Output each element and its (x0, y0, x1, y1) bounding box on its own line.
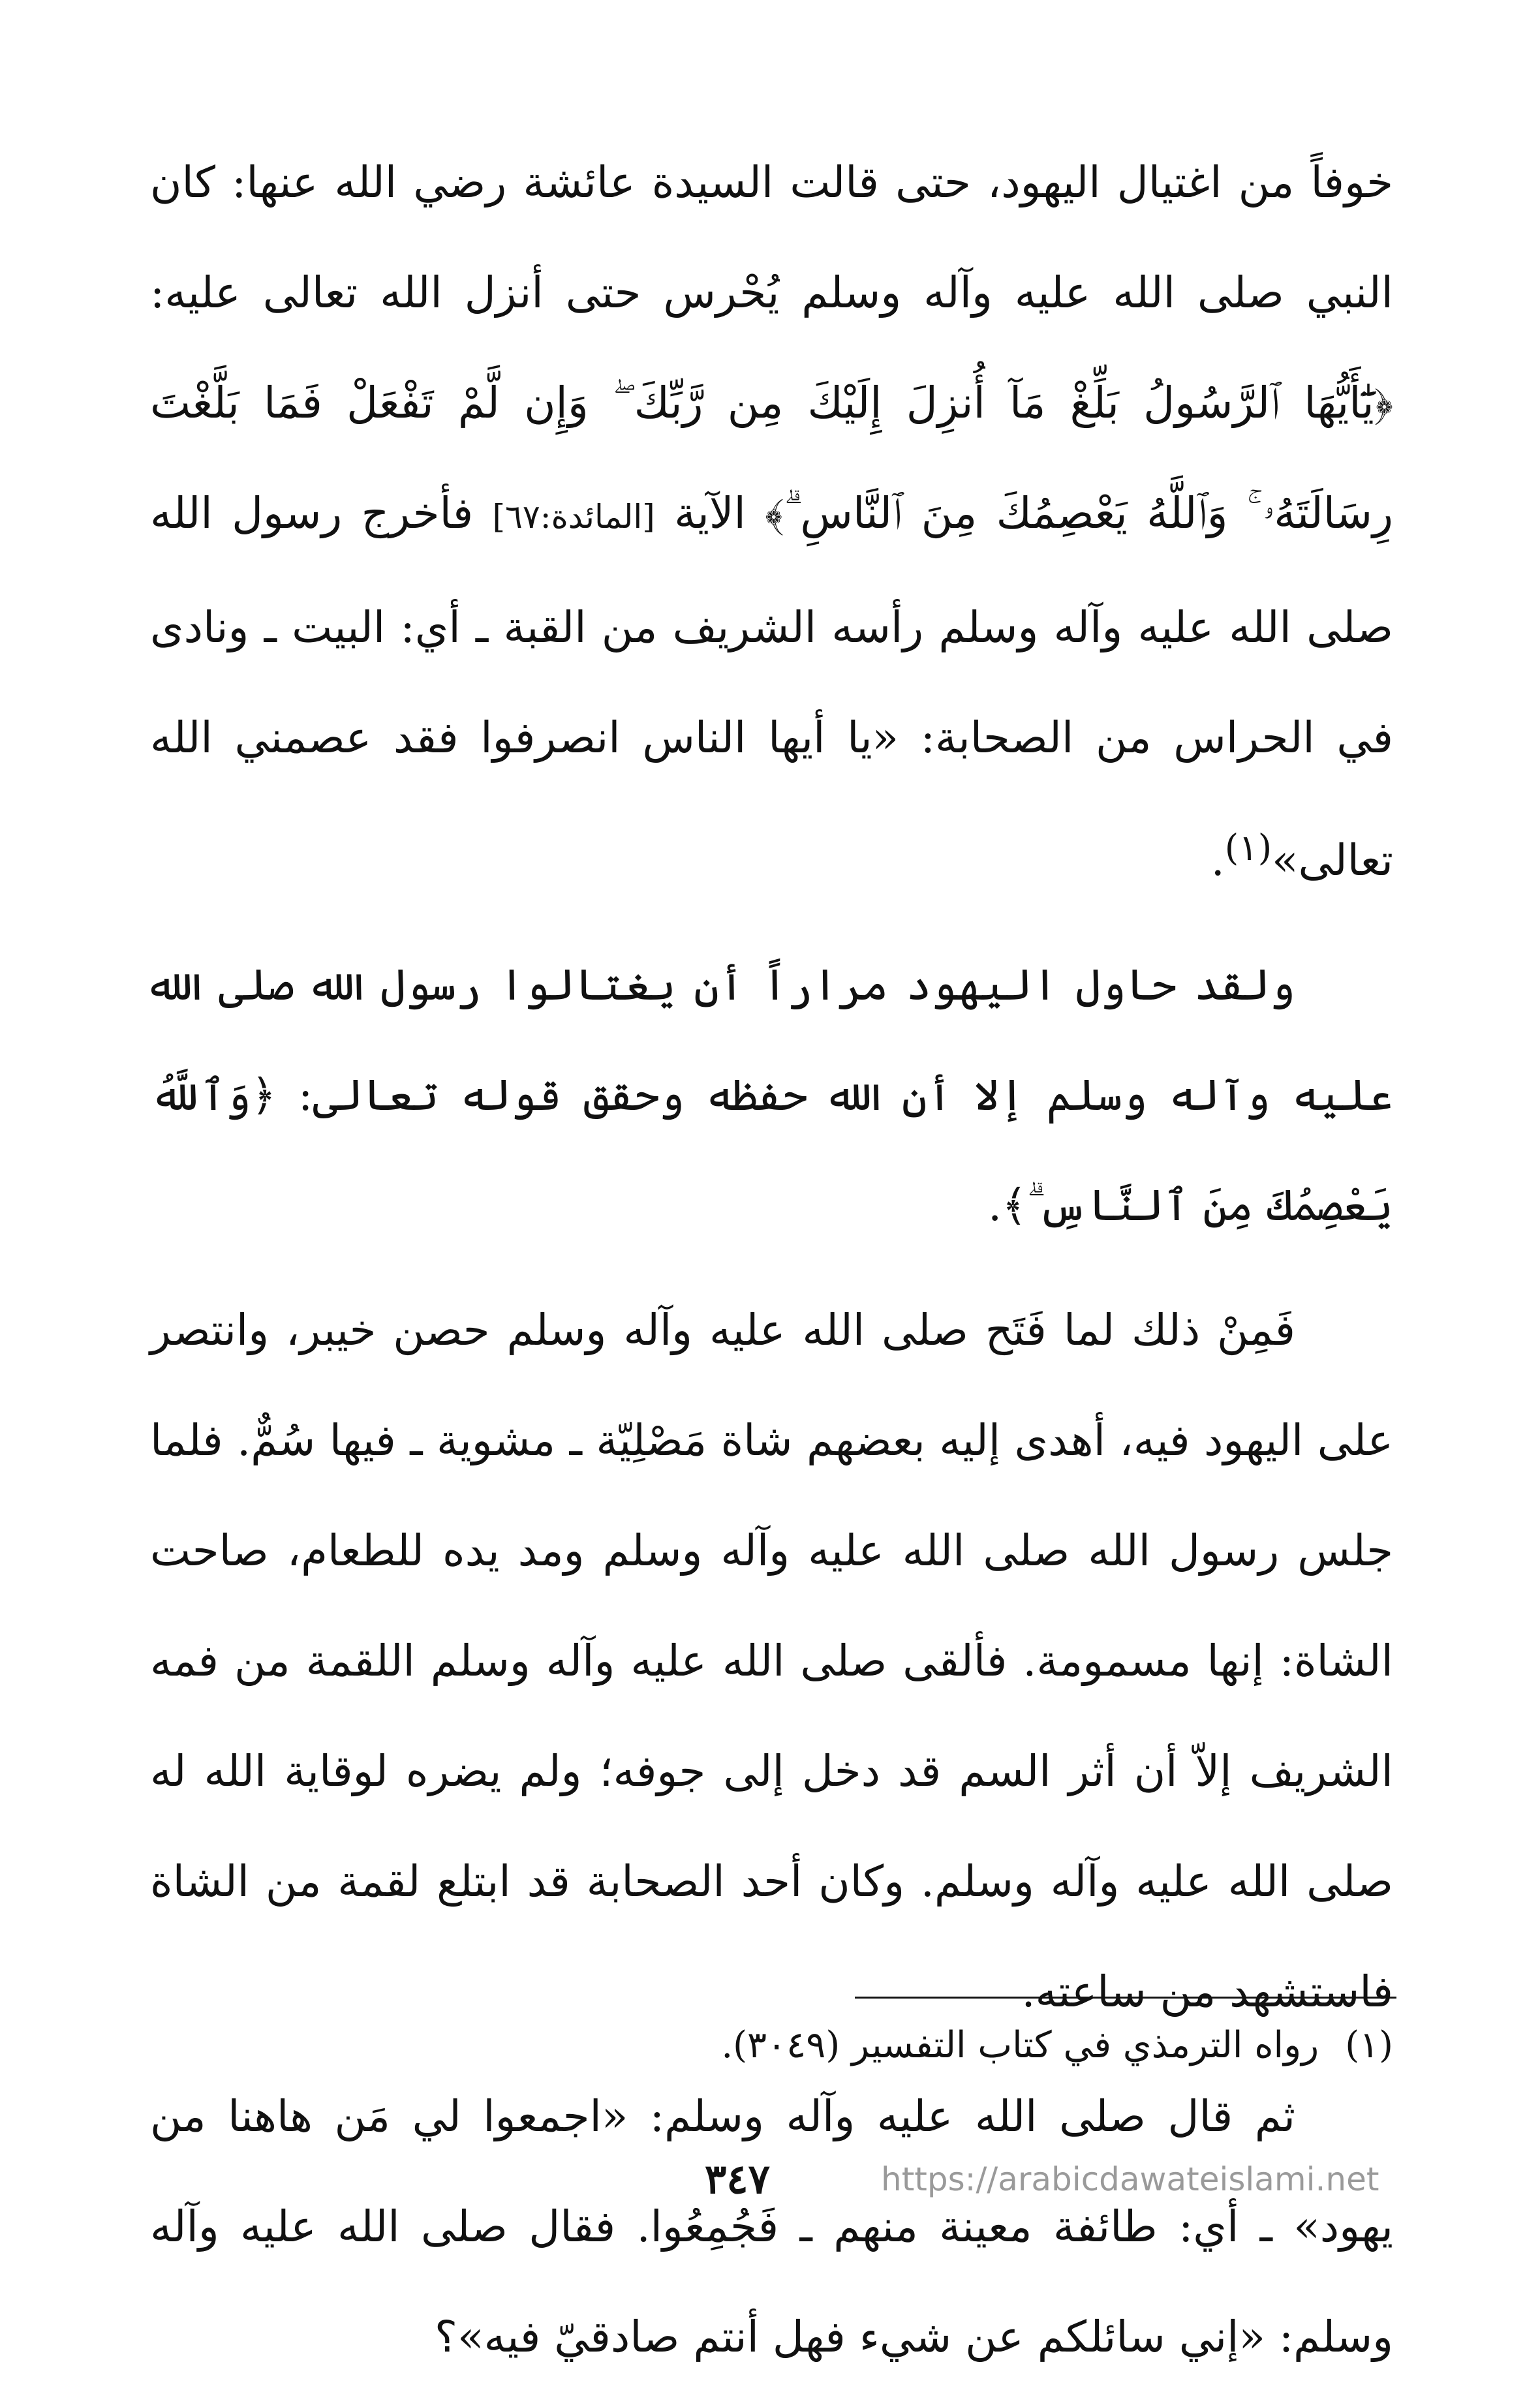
paragraph-2: ولقد حاول اليهود مراراً أن يغتالوا رسول الله صلى الله عليه وآله وسلم إلا أن الله حفظه وحقق قوله تعالى: ﴿وَٱللَّهُ يَعْصِمُكَ مِنَ ٱلنَّاسِ ۗ﴾. (150, 960, 1393, 1231)
paragraph-1-end: . (1210, 835, 1225, 885)
footnote (721, 2016, 1393, 2075)
footnote-reference[interactable]: (١) (1224, 827, 1272, 868)
quran-citation: [المائدة:٦٧] (492, 498, 655, 536)
watermark-url: https://arabicdawateislami.net (881, 2160, 1379, 2198)
paragraph-3: فَمِنْ ذلك لما فَتَح صلى الله عليه وآله وسلم حصن خيبر، وانتصر على اليهود فيه، أهدى إليه بعضهم شاة مَصْلِيّة ـ مشوية ـ فيها سُمٌّ. فلما جلس رسول الله صلى الله عليه وآله وسلم ومد يده للطعام، صاحت الشاة: إنها مسمومة. فألقى صلى الله عليه وآله وسلم اللقمة من فمه الشريف إلاّ أن أثر السم قد دخل إلى جوفه؛ ولم يضره لوقاية الله له صلى الله عليه وآله وسلم. وكان أحد الصحابة قد ابتلع لقمة من الشاة فاستشهد من ساعته. (150, 1305, 1393, 2017)
footnote-divider (855, 1997, 1396, 1999)
footnote-marker: (١) (1345, 2024, 1393, 2066)
paragraph-1-text: خوفاً من اغتيال اليهود، حتى قالت السيدة عائشة رضي الله عنها: كان النبي صلى الله عليه وآله وسلم يُحْرس حتى أنزل الله تعالى عليه: ﴿يَٰٓأَيُّهَا ٱلرَّسُولُ بَلِّغْ مَآ أُنزِلَ إِلَيْكَ مِن رَّبِّكَ ۖ وَإِن لَّمْ تَفْعَلْ فَمَا بَلَّغْتَ رِسَالَتَهُۥ ۚ وَٱللَّهُ يَعْصِمُكَ مِنَ ٱلنَّاسِ ۗ﴾ الآية (150, 157, 1393, 538)
paragraph-1-tail: فأخرج رسول الله صلى الله عليه وآله وسلم رأسه الشريف من القبة ـ أي: البيت ـ ونادى في الحراس من الصحابة: «يا أيها الناس انصرفوا فقد عصمني الله تعالى» (150, 488, 1393, 885)
footnote-text: رواه الترمذي في كتاب التفسير (٣٠٤٩). (721, 2024, 1319, 2066)
paragraph-1 (150, 127, 1393, 915)
page-number: ٣٤٧ (705, 2155, 770, 2203)
paragraph-4: ثم قال صلى الله عليه وآله وسلم: «اجمعوا لي مَن هاهنا من يهود» ـ أي: طائفة معينة منهم ـ فَجُمِعُوا. فقال صلى الله عليه وآله وسلم: «إني سائلكم عن شيء فهل أنتم صادقيّ فيه»؟ (150, 2091, 1393, 2362)
